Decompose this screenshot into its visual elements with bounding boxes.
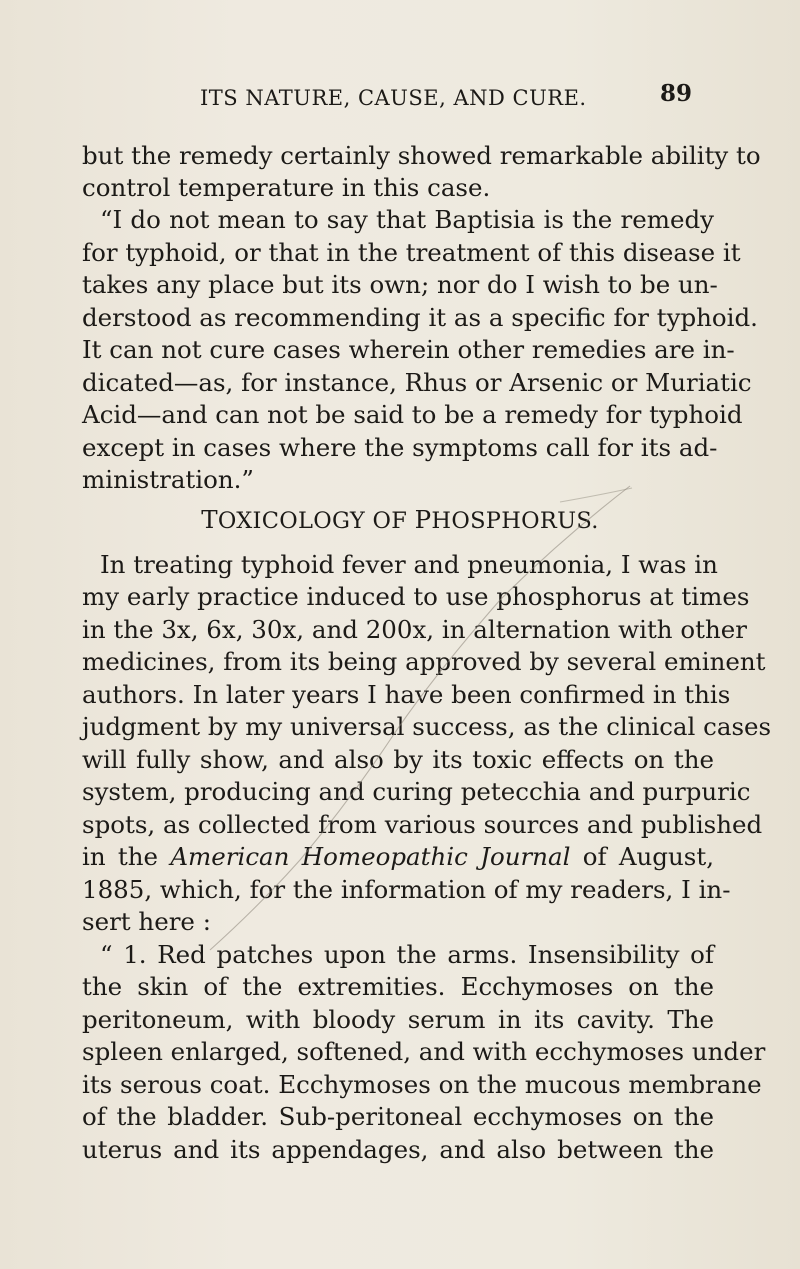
text-line: peritoneum, with bloody serum in its cavity. The [82,1005,714,1034]
heading-initial: P [414,505,432,534]
journal-title: American Homeopathic Journal [170,842,571,871]
text-line: judgment by my universal success, as the clinical cases [82,712,772,741]
text-line: of the bladder. Sub-peritoneal ecchymoses on the [82,1102,714,1131]
text-line: “I do not mean to say that Baptisia is the remedy [100,205,714,234]
text-line: spots, as collected from various sources and published [82,810,763,839]
text-line: except in cases where the symptoms call for its ad- [82,433,718,462]
text-line: for typhoid, or that in the treatment of this disease it [82,238,741,267]
text-line: Acid—and can not be said to be a remedy for typhoid [82,400,743,429]
text-line: authors. In later years I have been confirmed in this [82,680,731,709]
text-line: the skin of the extremities. Ecchymoses on the [82,972,714,1001]
text-line: but the remedy certainly showed remarkable ability to [82,141,761,170]
text-line: takes any place but its own; nor do I wish to be un- [82,270,718,299]
text-line: uterus and its appendages, and also between the [82,1135,714,1164]
text-fragment: in the [82,842,171,871]
text-line: my early practice induced to use phosphorus at times [82,582,750,611]
heading-initial: T [201,505,218,534]
text-line: “ 1. Red patches upon the arms. Insensibility of [100,940,714,969]
text-line: medicines, from its being approved by several eminent [82,647,766,676]
text-line: 1885, which, for the information of my readers, I in- [82,875,731,904]
page-number: 89 [660,80,693,107]
text-line: spleen enlarged, softened, and with ecchymoses under [82,1037,766,1066]
heading-word: OF [372,508,408,534]
text-line: sert here : [82,907,211,936]
text-line: will fully show, and also by its toxic effects on the [82,745,714,774]
text-line: dicated—as, for instance, Rhus or Arsenic or Muriatic [82,368,752,397]
section-heading [0,505,800,534]
text-line: ministration.” [82,465,254,494]
text-line: in the 3x, 6x, 30x, and 200x, in alternation with other [82,615,747,644]
text-line: its serous coat. Ecchymoses on the mucous membrane [82,1070,762,1099]
text-line: control temperature in this case. [82,173,491,202]
heading-rest: HOSPHORUS. [431,508,599,534]
text-line-with-journal [82,841,714,873]
heading-rest: OXICOLOGY [217,508,366,534]
text-line: derstood as recommending it as a specific for typhoid. [82,303,758,332]
running-head: ITS NATURE, CAUSE, AND CURE. [200,86,587,110]
text-line: system, producing and curing petecchia and purpuric [82,777,751,806]
text-line: In treating typhoid fever and pneumonia, I was in [100,550,718,579]
text-line: It can not cure cases wherein other remedies are in- [82,335,735,364]
text-fragment: of August, [570,842,714,871]
